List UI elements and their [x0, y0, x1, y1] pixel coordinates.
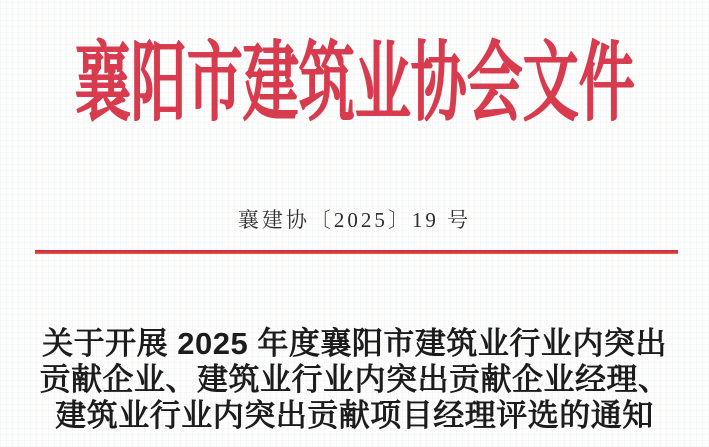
notice-title-line-2: 贡献企业、建筑业行业内突出贡献企业经理、: [39, 362, 670, 397]
org-title: 襄阳市建筑业协会文件: [74, 36, 635, 133]
notice-title-line-3: 建筑业行业内突出贡献项目经理评选的通知: [55, 398, 654, 433]
document-header: [0, 36, 709, 133]
doc-number: 襄建协〔2025〕19 号: [237, 208, 472, 232]
notice-title-line-1: 关于开展 2025 年度襄阳市建筑业行业内突出: [42, 326, 667, 361]
red-divider: [35, 250, 678, 254]
notice-title: [0, 326, 709, 434]
